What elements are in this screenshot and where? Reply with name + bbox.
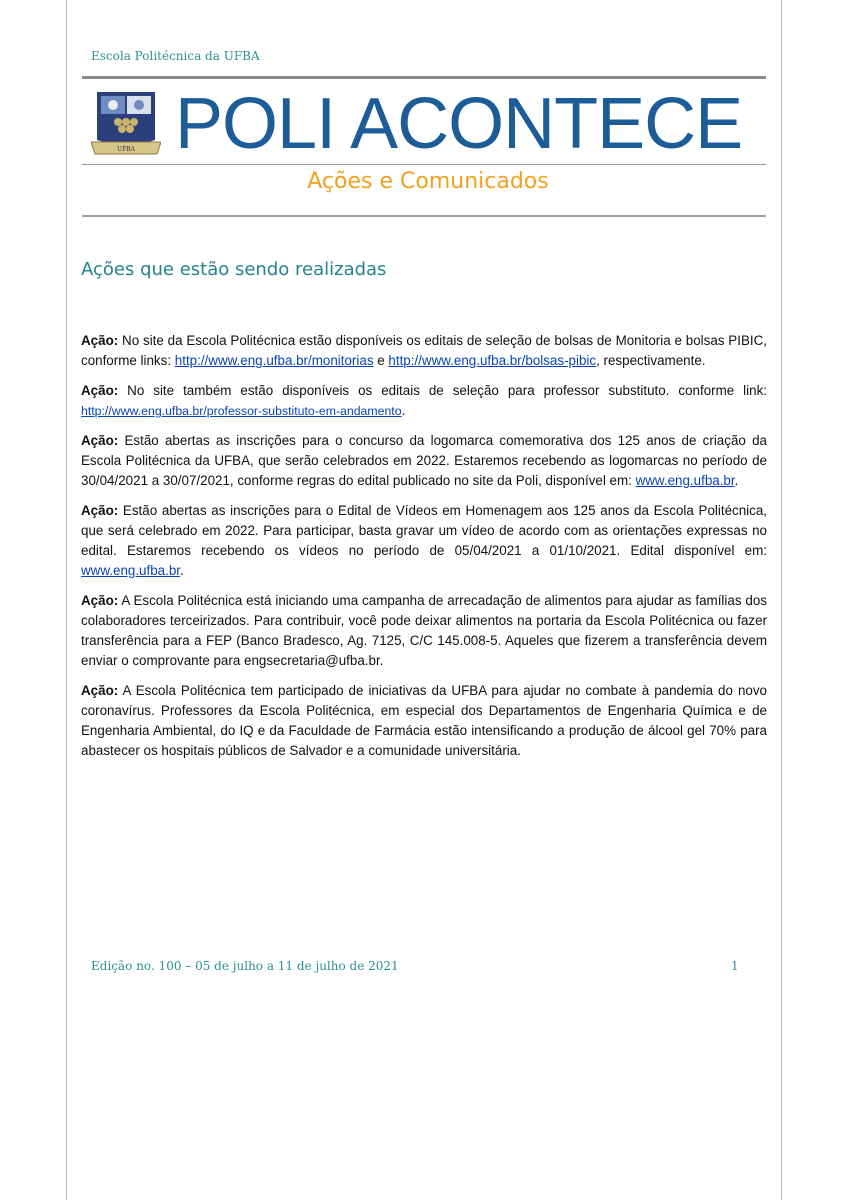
action-label: Ação: — [81, 383, 119, 398]
eng-ufba-link[interactable]: www.eng.ufba.br — [81, 563, 181, 578]
action-item — [81, 591, 767, 671]
action-label: Ação: — [81, 593, 119, 608]
action-item — [81, 501, 767, 581]
action-text: No site também estão disponíveis os editais de seleção para professor substituto. conforme link: — [118, 383, 767, 398]
professor-substituto-link[interactable]: http://www.eng.ufba.br/professor-substituto-em-andamento — [81, 404, 402, 418]
masthead-subtitle: Ações e Comunicados — [307, 169, 549, 194]
action-label: Ação: — [81, 503, 119, 518]
masthead-title: POLI ACONTECE — [175, 84, 743, 164]
action-text: Estão abertas as inscrições para o concurso da logomarca comemorativa dos 125 anos de criação da Escola Politécnica da UFBA, que serão celebrados em 2022. Estaremos recebendo as logomarcas no período de 30/04/2021 a 30/07/2021, conforme regras do edital publicado no site da Poli, disponível em: — [81, 433, 767, 488]
header-middle-rule — [82, 164, 766, 165]
action-label: Ação: — [81, 433, 119, 448]
action-label: Ação: — [81, 333, 119, 348]
header-bottom-rule — [82, 215, 766, 217]
monitorias-link[interactable]: http://www.eng.ufba.br/monitorias — [174, 353, 374, 368]
action-text: A Escola Politécnica está iniciando uma campanha de arrecadação de alimentos para ajudar as famílias dos colaboradores terceirizados. Para contribuir, você pode deixar alimentos na portaria da Escola Politécnica ou fazer transferência para a FEP (Banco Bradesco, Ag. 7125, C/C 145.008-5. Aqueles que fizerem a transferência devem enviar o comprovante para engsecretaria@ufba.br. — [81, 593, 767, 668]
action-item — [81, 331, 767, 371]
ufba-crest-icon — [91, 90, 161, 156]
action-item — [81, 431, 767, 491]
action-text: A Escola Politécnica tem participado de iniciativas da UFBA para ajudar no combate à pandemia do novo coronavírus. Professores da Escola Politécnica, em especial dos Departamentos de Engenharia Química e de Engenharia Ambiental, do IQ e da Faculdade de Farmácia estão intensificando a produção de álcool gel 70% para abastecer os hospitais públicos de Salvador e a comunidade universitária. — [81, 683, 767, 758]
action-text: No site da Escola Politécnica estão disponíveis os editais de seleção de bolsas de Monitoria e bolsas PIBIC, conforme links: — [81, 333, 767, 368]
header-top-rule — [82, 76, 766, 79]
institution-label: Escola Politécnica da UFBA — [91, 49, 260, 63]
crest-motto: UFBA — [117, 146, 135, 153]
edition-footer: Edição no. 100 – 05 de julho a 11 de julho de 2021 — [91, 959, 399, 973]
action-text: Estão abertas as inscrições para o Edital de Vídeos em Homenagem aos 125 anos da Escola Politécnica, que será celebrado em 2022. Para participar, basta gravar um vídeo de acordo com as orientações expressas no edital. Estaremos recebendo os vídeos no período de 05/04/2021 a 01/10/2021. Edital disponível em: — [81, 503, 767, 558]
action-text: e — [373, 353, 389, 368]
action-item — [81, 381, 767, 421]
page-number: 1 — [731, 959, 739, 973]
action-text: . — [180, 563, 184, 578]
actions-list — [81, 331, 767, 771]
eng-ufba-link[interactable]: www.eng.ufba.br — [635, 473, 735, 488]
section-title: Ações que estão sendo realizadas — [81, 259, 387, 280]
bolsas-pibic-link[interactable]: http://www.eng.ufba.br/bolsas-pibic — [388, 353, 597, 368]
action-label: Ação: — [81, 683, 119, 698]
action-text: , respectivamente. — [596, 353, 706, 368]
action-text: . — [401, 403, 406, 418]
action-text: . — [734, 473, 739, 488]
action-item — [81, 681, 767, 761]
